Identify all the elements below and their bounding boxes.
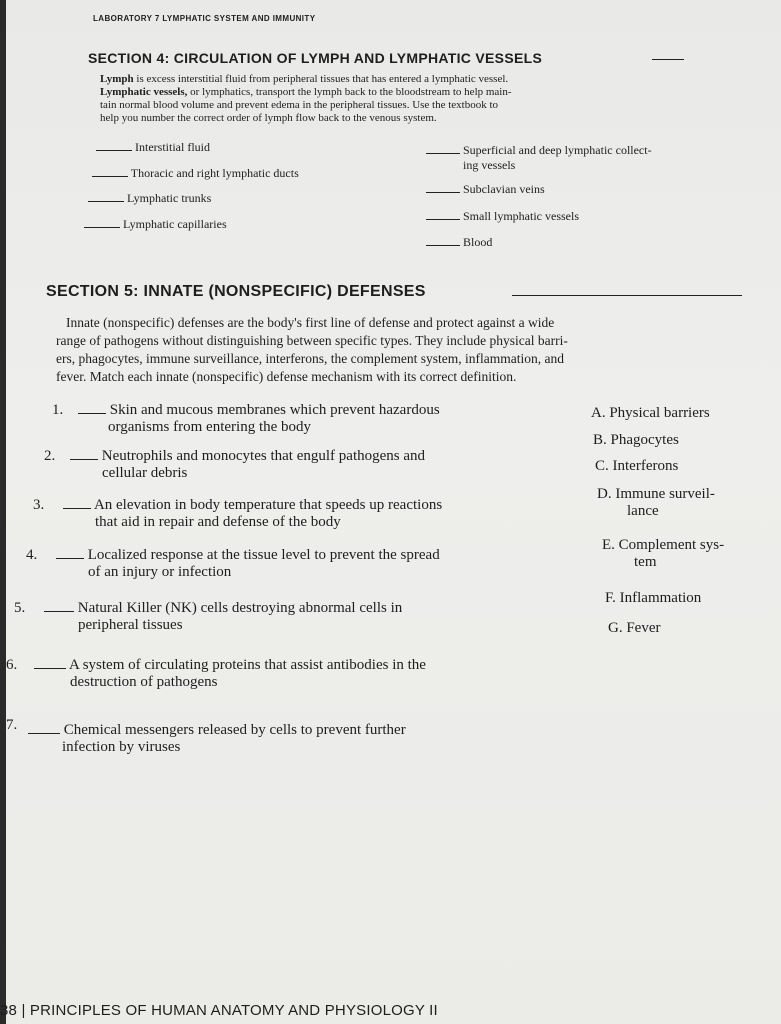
question-6: 6. A system of circulating proteins that assist antibodies in the destruction of pathogens (6, 657, 426, 690)
para-line-4: help you number the correct order of lymph flow back to the venous system. (100, 112, 437, 124)
para-line: fever. Match each innate (nonspecific) defense mechanism with its correct definition. (56, 369, 517, 384)
para-text-2: or lymphatics, transport the lymph back to the bloodstream to help main- (187, 86, 512, 98)
page-footer: 38 | PRINCIPLES OF HUMAN ANATOMY AND PHYSIOLOGY II (0, 1002, 438, 1019)
para-line-3: tain normal blood volume and prevent edema in the peripheral tissues. Use the textbook to (100, 99, 499, 111)
answer-blank[interactable] (426, 192, 460, 193)
section-5-rule (512, 295, 742, 296)
term-lymph: Lymph (100, 73, 134, 85)
choice-d: D. Immune surveil- lance (597, 486, 715, 519)
para-text-1: is excess interstitial fluid from peripheral tissues that has entered a lymphatic vessel. (133, 73, 509, 85)
answer-blank[interactable] (63, 508, 91, 509)
choice-c: C. Interferons (595, 458, 679, 474)
answer-blank[interactable] (88, 201, 124, 202)
order-item-thoracic-ducts: Thoracic and right lymphatic ducts (92, 166, 299, 181)
answer-blank[interactable] (426, 219, 460, 220)
section-4-title: SECTION 4: CIRCULATION OF LYMPH AND LYMPHATIC VESSELS (88, 50, 543, 66)
order-item-interstitial-fluid: Interstitial fluid (96, 140, 210, 155)
answer-blank[interactable] (426, 153, 460, 154)
order-item-collecting-vessels-cont: ing vessels (463, 158, 516, 172)
question-2: 2. Neutrophils and monocytes that engulf pathogens and cellular debris (44, 448, 426, 481)
question-1: 1. Skin and mucous membranes which prevent hazardous organisms from entering the body (52, 402, 440, 435)
answer-blank[interactable] (84, 227, 120, 228)
order-item-subclavian-veins: Subclavian veins (426, 182, 545, 197)
para-line: range of pathogens without distinguishing between specific types. They include physical barri- (56, 333, 568, 348)
choice-a: A. Physical barriers (591, 405, 710, 421)
choice-f: F. Inflammation (605, 590, 702, 606)
answer-blank[interactable] (92, 176, 128, 177)
choice-e: E. Complement sys- tem (602, 537, 725, 570)
choice-b: B. Phagocytes (593, 432, 679, 448)
question-5: 5. Natural Killer (NK) cells destroying abnormal cells in peripheral tissues (14, 600, 403, 633)
page-edge (0, 0, 6, 1024)
answer-blank[interactable] (28, 733, 60, 734)
order-item-blood: Blood (426, 235, 492, 250)
answer-blank[interactable] (78, 413, 106, 414)
question-7: 7. Chemical messengers released by cells to prevent further infection by viruses (6, 717, 406, 755)
section-5-paragraph (56, 314, 754, 386)
answer-blank[interactable] (96, 150, 132, 151)
order-item-small-lymphatic-vessels: Small lymphatic vessels (426, 209, 579, 224)
section-5-title: SECTION 5: INNATE (NONSPECIFIC) DEFENSES (46, 283, 426, 300)
answer-blank[interactable] (56, 558, 84, 559)
answer-blank[interactable] (34, 668, 66, 669)
answer-blank[interactable] (44, 611, 74, 612)
section-4-rule (652, 59, 684, 60)
answer-blank[interactable] (70, 459, 98, 460)
question-4: 4. Localized response at the tissue level to prevent the spread of an injury or infection (26, 547, 440, 580)
para-line: Innate (nonspecific) defenses are the body's first line of defense and protect against a wide (66, 315, 555, 330)
choice-g: G. Fever (608, 620, 661, 636)
order-item-collecting-vessels: Superficial and deep lymphatic collect- (426, 143, 652, 158)
question-3: 3. An elevation in body temperature that speeds up reactions that aid in repair and defense of the body (33, 497, 443, 530)
section-4-paragraph (100, 73, 715, 125)
order-item-lymphatic-trunks: Lymphatic trunks (88, 191, 211, 206)
order-item-lymphatic-capillaries: Lymphatic capillaries (84, 217, 227, 232)
answer-blank[interactable] (426, 245, 460, 246)
term-lymphatic-vessels: Lymphatic vessels, (100, 86, 188, 98)
running-head: LABORATORY 7 LYMPHATIC SYSTEM AND IMMUNITY (93, 14, 316, 23)
para-line: ers, phagocytes, immune surveillance, interferons, the complement system, inflammation, and (56, 351, 564, 366)
